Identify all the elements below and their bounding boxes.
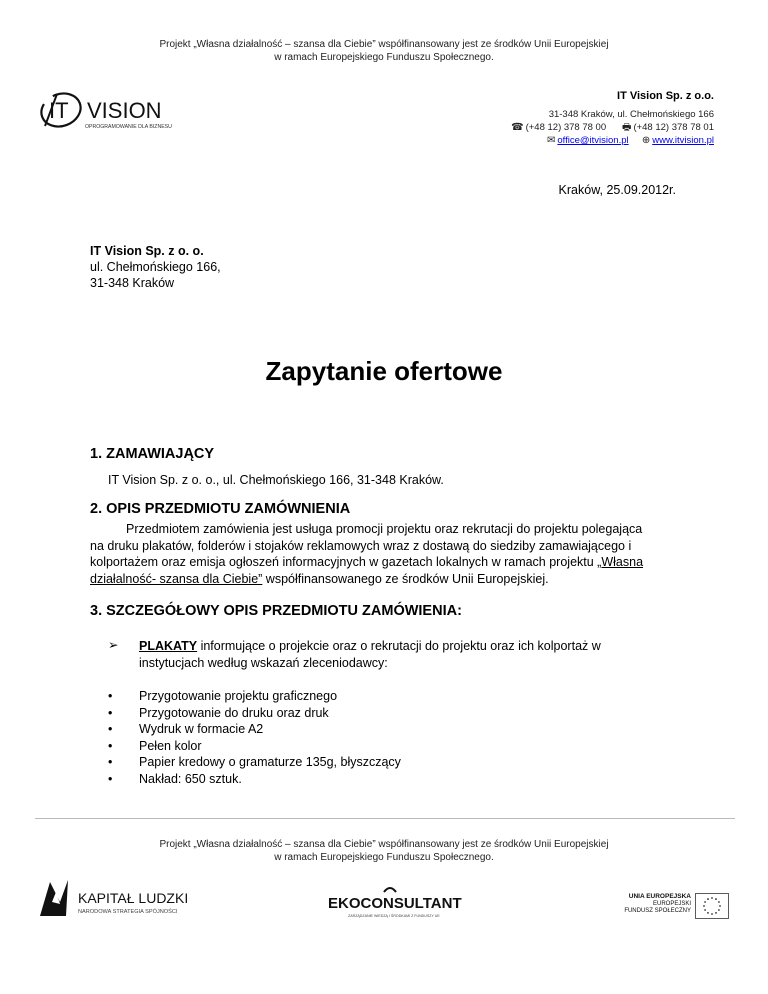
eu-star xyxy=(704,901,706,903)
section2-line3 xyxy=(90,554,710,571)
eu-star xyxy=(718,909,720,911)
company-email-link[interactable]: office@itvision.pl xyxy=(557,135,629,146)
eu-star xyxy=(711,897,713,899)
footer-divider xyxy=(35,818,735,819)
eu-line2: EUROPEJSKI xyxy=(652,900,691,907)
list-item: • Przygotowanie projektu graficznego xyxy=(108,688,401,705)
phone-icon: ☎ xyxy=(511,122,524,133)
company-www-link[interactable]: www.itvision.pl xyxy=(652,135,714,146)
eu-star xyxy=(703,905,705,907)
kapital-ludzki-logo xyxy=(38,878,198,918)
header-note xyxy=(0,38,768,64)
footer-note xyxy=(0,838,768,864)
it-vision-logo xyxy=(35,88,195,138)
posters-label: PLAKATY xyxy=(139,639,198,653)
section2-heading: 2. OPIS PRZEDMIOTU ZAMÓWNIENIA xyxy=(90,501,351,517)
arrow-bullet-icon: ➢ xyxy=(108,638,119,652)
recipient-name: IT Vision Sp. z o. o. xyxy=(90,244,204,258)
posters-line1-text: informujące o projekcie oraz o rekrutacji do projektu oraz ich kolportaż w xyxy=(197,639,601,653)
eu-star xyxy=(719,905,721,907)
email-icon: ✉ xyxy=(546,135,556,146)
recipient-street: ul. Chełmońskiego 166, xyxy=(90,260,221,274)
company-phone: (+48 12) 378 78 00 xyxy=(525,122,607,133)
list-item: • Nakład: 650 sztuk. xyxy=(108,771,401,788)
eu-star xyxy=(715,912,717,914)
company-contact-row1 xyxy=(511,121,714,134)
company-info xyxy=(511,90,714,147)
eu-flag-icon xyxy=(695,893,729,919)
section2-line4-text: współfinansowanego ze środków Unii Europejskiej. xyxy=(262,571,549,586)
eu-star xyxy=(704,909,706,911)
footer-note-line2: w ramach Europejskiego Funduszu Społecznego. xyxy=(274,852,494,863)
section1-text: IT Vision Sp. z o. o., ul. Chełmońskiego 166, 31-348 Kraków. xyxy=(108,473,444,487)
header-note-line2: w ramach Europejskiego Funduszu Społecznego. xyxy=(274,52,494,63)
eu-star xyxy=(707,912,709,914)
header-note-line1: Projekt „Własna działalność – szansa dla Ciebie” współfinansowany jest ze środków Unii Europejskiej xyxy=(159,39,609,50)
kl-title: KAPITAŁ LUDZKI xyxy=(78,890,189,906)
letter-date: Kraków, 25.09.2012r. xyxy=(558,183,676,197)
eu-logo xyxy=(614,893,729,923)
logo-tagline: OPROGRAMOWANIE DLA BIZNESU xyxy=(85,124,172,130)
posters-line1 xyxy=(139,638,719,655)
section1-heading: 1. ZAMAWIAJĄCY xyxy=(90,446,215,462)
company-fax: (+48 12) 378 78 01 xyxy=(633,122,714,133)
section2-line4 xyxy=(90,571,710,588)
section2-line3-text: kolportażem oraz emisja ogłoszeń informacyjnych w gazetach lokalnych w ramach projektu xyxy=(90,555,598,569)
logo-it-text: IT xyxy=(49,98,69,123)
logo-vision-text: VISION xyxy=(87,98,162,123)
ekoconsultant-logo xyxy=(326,884,466,920)
company-contact-row2 xyxy=(511,134,714,147)
eu-star xyxy=(715,898,717,900)
posters-line2: instytucjach według wskazań zleceniodawcy: xyxy=(139,655,388,670)
section2-line2: na druku plakatów, folderów i stojaków reklamowych wraz z dostawą do siedziby zamawiającego i xyxy=(90,538,632,553)
kl-subtitle: NARODOWA STRATEGIA SPÓJNOŚCI xyxy=(78,909,178,915)
project-name-part1: „Własna xyxy=(597,555,644,569)
eu-star xyxy=(711,913,713,915)
recipient-address xyxy=(90,243,221,291)
eko-subtitle: ZARZĄDZANIE WIEDZĄ I ŚRODKAMI Z FUNDUSZY UE xyxy=(348,914,440,918)
eu-text xyxy=(624,893,691,916)
posters-description xyxy=(139,638,719,671)
section3-heading: 3. SZCZEGÓŁOWY OPIS PRZEDMIOTU ZAMÓWIENIA: xyxy=(90,603,462,619)
project-name-part2: działalność- szansa dla Ciebie” xyxy=(90,571,263,586)
company-name: IT Vision Sp. z o.o. xyxy=(617,90,714,102)
section2-line1: Przedmiotem zamówienia jest usługa promocji projektu oraz rekrutacji do projektu polegająca xyxy=(126,522,643,536)
posters-bullet-list xyxy=(108,688,401,787)
section2-body xyxy=(90,521,710,587)
list-item: • Wydruk w formacie A2 xyxy=(108,721,401,738)
eu-line3: FUNDUSZ SPOŁECZNY xyxy=(624,908,691,914)
eu-star xyxy=(707,898,709,900)
footer-note-line1: Projekt „Własna działalność – szansa dla Ciebie” współfinansowany jest ze środków Unii Europejskiej xyxy=(159,839,609,850)
document-title: Zapytanie ofertowe xyxy=(265,356,503,386)
list-item: • Pełen kolor xyxy=(108,738,401,755)
eu-line1: UNIA EUROPEJSKA xyxy=(628,893,691,900)
recipient-city: 31-348 Kraków xyxy=(90,276,175,290)
fax-icon: 🖶 xyxy=(621,122,632,133)
globe-icon: ⊕ xyxy=(641,135,651,146)
company-address: 31-348 Kraków, ul. Chełmońskiego 166 xyxy=(548,109,714,120)
eu-star xyxy=(718,901,720,903)
eko-title: EKOCONSULTANT xyxy=(328,895,462,912)
list-item: • Przygotowanie do druku oraz druk xyxy=(108,705,401,722)
list-item: • Papier kredowy o gramaturze 135g, błyszczący xyxy=(108,754,401,771)
